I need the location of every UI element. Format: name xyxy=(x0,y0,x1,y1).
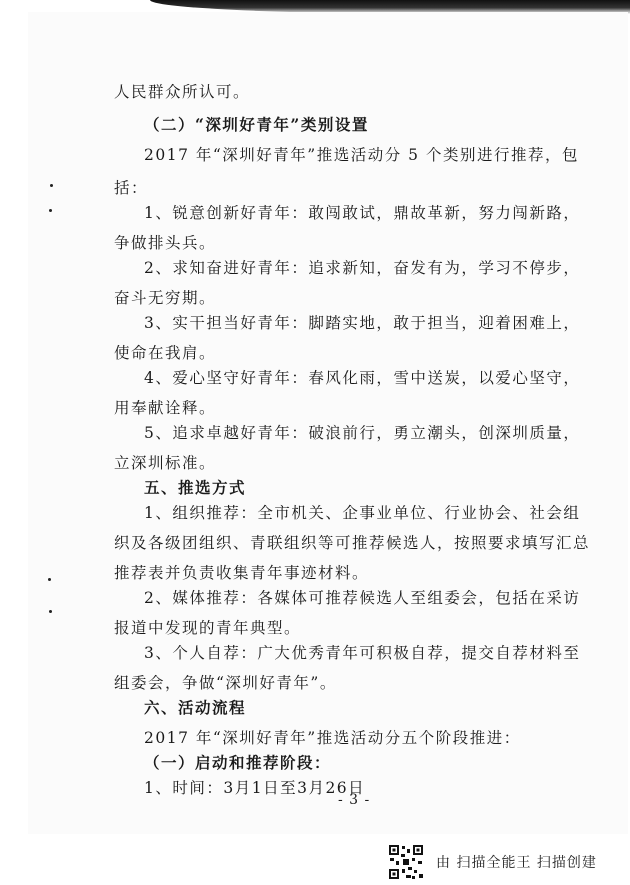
scanner-credit: 由 扫描全能王 扫描创建 xyxy=(436,855,597,871)
text-line: 人民群众所认可。 xyxy=(114,83,251,101)
text-line: 2、求知奋进好青年：追求新知，奋发有为，学习不停步， xyxy=(144,259,581,277)
section-heading: 五、推选方式 xyxy=(144,478,247,497)
text-line: 推荐表并负责收集青年事迹材料。 xyxy=(114,564,370,582)
text-line: 3、实干担当好青年：脚踏实地，敢于担当，迎着困难上， xyxy=(144,314,581,332)
text-line: 1、组织推荐：全市机关、企事业单位、行业协会、社会组 xyxy=(144,504,581,522)
scan-speck xyxy=(48,578,51,581)
section-heading: （一）启动和推荐阶段： xyxy=(144,753,332,772)
text-line: 用奉献诠释。 xyxy=(114,399,217,417)
text-line: 2017 年“深圳好青年”推选活动分 5 个类别进行推荐，包 xyxy=(144,146,579,164)
text-line: 2、媒体推荐：各媒体可推荐候选人至组委会，包括在采访 xyxy=(144,589,581,607)
document-page xyxy=(28,12,628,834)
text-line: 3、个人自荐：广大优秀青年可积极自荐，提交自荐材料至 xyxy=(144,644,581,662)
text-line: 报道中发现的青年典型。 xyxy=(114,619,302,637)
text-line: 立深圳标准。 xyxy=(114,454,217,472)
text-line: 奋斗无穷期。 xyxy=(114,289,217,307)
text-line: 织及各级团组织、青联组织等可推荐候选人，按照要求填写汇总 xyxy=(114,534,591,552)
text-line: 1、锐意创新好青年：敢闯敢试，鼎故革新，努力闯新路， xyxy=(144,204,581,222)
text-line: 括： xyxy=(114,179,149,197)
text-line: 2017 年“深圳好青年”推选活动分五个阶段推进： xyxy=(144,729,521,747)
scan-speck xyxy=(50,184,53,187)
text-line: 1、时间：3月1日至3月26日 xyxy=(144,779,366,797)
text-line: 5、追求卓越好青年：破浪前行，勇立潮头，创深圳质量， xyxy=(144,424,581,442)
page-number: - 3 - xyxy=(338,792,371,808)
text-line: 争做排头兵。 xyxy=(114,234,217,252)
scan-speck xyxy=(49,610,52,613)
section-heading: （二）“深圳好青年”类别设置 xyxy=(144,115,369,134)
text-line: 组委会，争做“深圳好青年”。 xyxy=(114,674,337,692)
scan-speck xyxy=(49,209,52,212)
text-line: 4、爱心坚守好青年：春风化雨，雪中送炭，以爱心坚守， xyxy=(144,369,581,387)
qr-code-icon xyxy=(388,844,424,880)
text-line: 使命在我肩。 xyxy=(114,344,217,362)
section-heading: 六、活动流程 xyxy=(144,698,247,717)
scanner-watermark xyxy=(388,842,618,882)
